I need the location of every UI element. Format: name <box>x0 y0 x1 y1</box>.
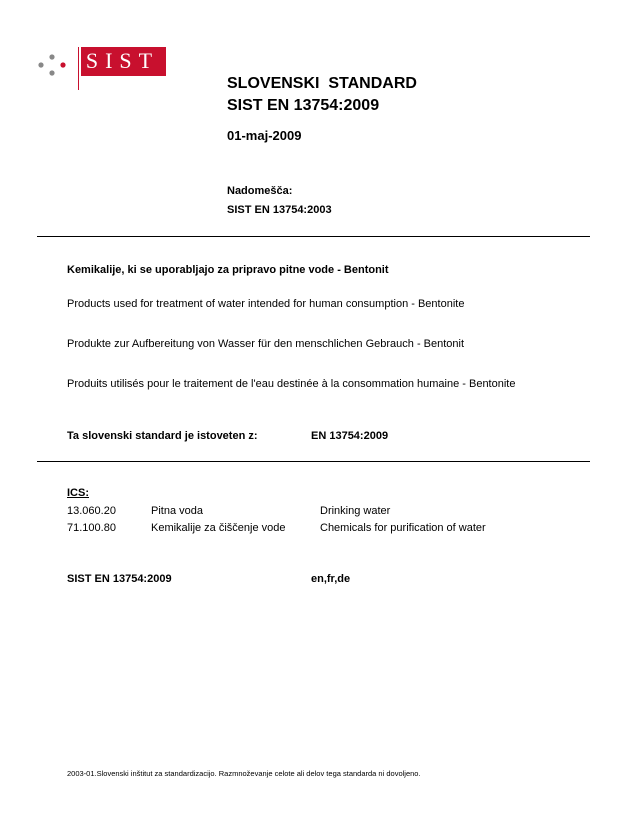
standard-code: SIST EN 13754:2009 <box>227 97 380 114</box>
logo-dots-icon <box>36 53 76 83</box>
ics-heading: ICS: <box>67 487 89 499</box>
divider-top <box>37 236 590 237</box>
ics-desc-sl: Kemikalije za čiščenje vode <box>151 522 286 534</box>
title-german: Produkte zur Aufbereitung von Wasser für den menschlichen Gebrauch - Bentonit <box>67 338 465 350</box>
replaces-label: Nadomešča: <box>227 185 293 197</box>
sist-logo <box>78 47 166 90</box>
title-english: Products used for treatment of water intended for human consumption - Bentonite <box>67 298 465 310</box>
ics-desc-en: Chemicals for purification of water <box>320 522 486 534</box>
standard-type: SLOVENSKI STANDARD <box>227 75 417 92</box>
replaces-value: SIST EN 13754:2003 <box>227 204 332 216</box>
footer-code: SIST EN 13754:2009 <box>67 573 172 585</box>
identical-value: EN 13754:2009 <box>311 430 389 442</box>
publication-date: 01-maj-2009 <box>227 128 302 143</box>
ics-desc-sl: Pitna voda <box>151 505 203 517</box>
logo-text: SIST <box>85 48 160 73</box>
title-slovenian: Kemikalije, ki se uporabljajo za pripravo pitne vode - Bentonit <box>67 264 389 276</box>
footer-languages: en,fr,de <box>311 573 351 585</box>
copyright-notice: 2003-01.Slovenski inštitut za standardizacijo. Razmnoževanje celote ali delov tega standarda ni dovoljeno. <box>67 769 421 778</box>
ics-code: 13.060.20 <box>67 505 116 517</box>
title-french: Produits utilisés pour le traitement de l'eau destinée à la consommation humaine - Bentonite <box>67 378 516 390</box>
identical-label: Ta slovenski standard je istoveten z: <box>67 430 258 442</box>
divider-bottom <box>37 461 590 462</box>
ics-desc-en: Drinking water <box>320 505 391 517</box>
ics-code: 71.100.80 <box>67 522 116 534</box>
